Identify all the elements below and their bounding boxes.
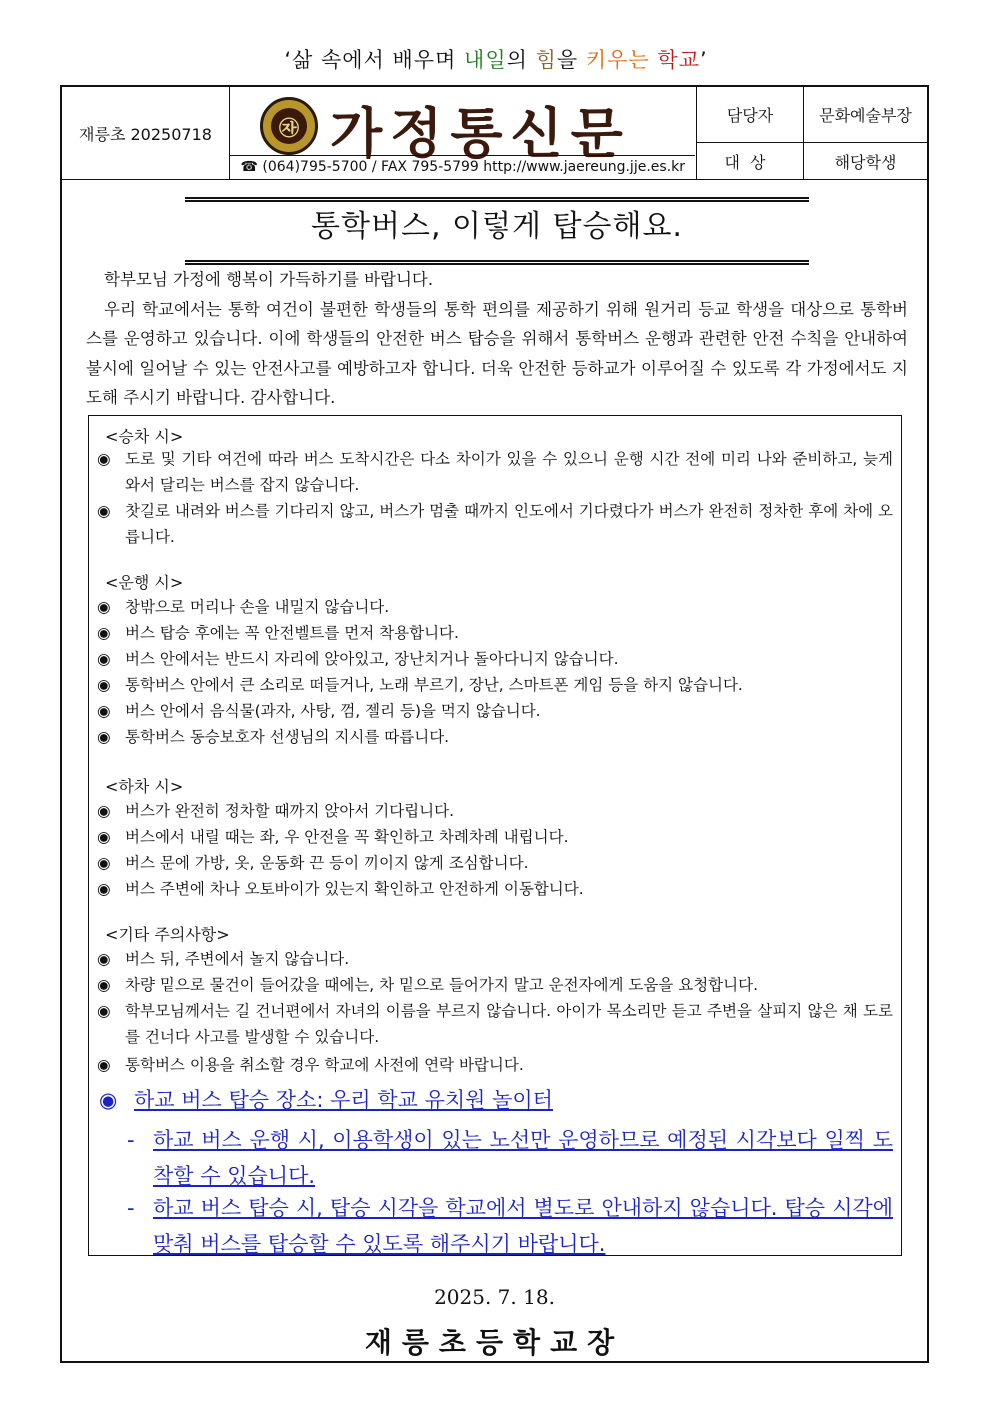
dash-icon: -: [127, 1128, 135, 1152]
section-title-getting-off: <하차 시>: [105, 777, 184, 796]
list-item: ◉ 통학버스 이용을 취소할 경우 학교에 사전에 연락 바랍니다.: [97, 1052, 893, 1078]
intro-greeting: 학부모님 가정에 행복이 가득하기를 바랍니다.: [104, 270, 434, 289]
dash-icon: -: [127, 1196, 135, 1220]
notice-point: - 하교 버스 탑승 시, 탑승 시각을 학교에서 별도로 안내하지 않습니다. 탑승 시각에 맞춰 버스를 탑승할 수 있도록 해주시기 바랍니다.: [127, 1190, 893, 1262]
newsletter-logo: [230, 87, 697, 179]
bullet-icon: ◉: [97, 1056, 111, 1074]
school-slogan: [0, 44, 992, 74]
slogan-part-3: 의: [506, 48, 536, 72]
contact-info: ☎ (064)795-5700 / FAX 795-5799 http://www.jaereung.jje.es.kr: [230, 155, 695, 177]
list-item: ◉ 버스 주변에 차나 오토바이가 있는지 확인하고 안전하게 이동합니다.: [97, 876, 893, 902]
bullet-icon: ◉: [97, 802, 111, 820]
newsletter-title: 가정통신문: [330, 101, 631, 165]
bullet-icon: ◉: [97, 624, 111, 642]
bullet-icon: ◉: [97, 854, 111, 872]
bullet-icon: ◉: [97, 502, 111, 520]
list-item: ◉ 도로 및 기타 여건에 따라 버스 도착시간은 다소 차이가 있을 수 있으니 운행 시간 전에 미리 나와 준비하고, 늦게 와서 달리는 버스를 잡지 않습니다.: [97, 446, 893, 498]
list-item: ◉ 통학버스 동승보호자 선생님의 지시를 따릅니다.: [97, 724, 893, 750]
newsletter-frame: [60, 85, 929, 1363]
intro-text: [86, 265, 908, 413]
principal-signature: 재릉초등학교장: [364, 1326, 625, 1359]
slogan-part-5: 을: [556, 48, 586, 72]
list-item: ◉ 버스 탑승 후에는 꼭 안전벨트를 먼저 착용합니다.: [97, 620, 893, 646]
document-code: 재릉초 20250718: [62, 87, 230, 179]
bullet-icon: ◉: [97, 1002, 111, 1020]
list-item: ◉ 창밖으로 머리나 손을 내밀지 않습니다.: [97, 594, 893, 620]
target-value: 해당학생: [834, 152, 897, 172]
target-label: 대상: [697, 143, 804, 179]
slogan-part-2: 내일: [464, 48, 507, 72]
section-title-other: <기타 주의사항>: [105, 925, 230, 944]
bullet-icon: ◉: [97, 650, 111, 668]
slogan-part-1: 삶 속에서 배우며: [292, 48, 465, 72]
bullet-icon: ◉: [97, 880, 111, 898]
bullet-icon: ◉: [97, 450, 111, 468]
list-item: ◉ 버스 뒤, 주변에서 놀지 않습니다.: [97, 946, 893, 972]
safety-rules-box: [88, 415, 902, 1256]
list-item: ◉ 찻길로 내려와 버스를 기다리지 않고, 버스가 멈출 때까지 인도에서 기다렸다가 버스가 완전히 정차한 후에 차에 오릅니다.: [97, 498, 893, 550]
section-title-boarding: <승차 시>: [105, 427, 184, 446]
intro-body: 우리 학교에서는 통학 여건이 불편한 학생들의 통학 편의를 제공하기 위해 원거리 등교 학생을 대상으로 통학버스를 운영하고 있습니다. 이에 학생들의 안전한 버스 탑승을 위해서 통학버스 운행과 관련한 안전 수칙을 안내하여 불시에 일어날 수 있는 안전사고를 예방하고자 합니다. 더욱 안전한 등하교가 이루어질 수 있도록 각 가정에서도 지도해 주시기 바랍니다. 감사합니다.: [86, 299, 908, 407]
bullet-icon: ◉: [97, 728, 111, 746]
bullet-icon: ◉: [97, 976, 111, 994]
bullet-icon: ◉: [97, 828, 111, 846]
list-item: ◉ 통학버스 안에서 큰 소리로 떠들거나, 노래 부르기, 장난, 스마트폰 게임 등을 하지 않습니다.: [97, 672, 893, 698]
slogan-part-6: 키우는: [585, 48, 650, 72]
slogan-close-quote: ’: [699, 48, 708, 72]
emblem-char: ㉶: [271, 108, 307, 144]
list-item: ◉ 버스 안에서는 반드시 자리에 앉아있고, 장난치거나 돌아다니지 않습니다.: [97, 646, 893, 672]
list-item: ◉ 버스에서 내릴 때는 좌, 우 안전을 꼭 확인하고 차례차례 내립니다.: [97, 824, 893, 850]
bullet-icon: ◉: [97, 676, 111, 694]
section-title-riding: <운행 시>: [105, 573, 184, 592]
notice-heading: 하교 버스 탑승 장소: 우리 학교 유치원 놀이터: [134, 1088, 553, 1112]
list-item: ◉ 차량 밑으로 물건이 들어갔을 때에는, 차 밑으로 들어가지 말고 운전자에게 도움을 요청합니다.: [97, 972, 893, 998]
list-item: ◉ 버스 문에 가방, 옷, 운동화 끈 등이 끼이지 않게 조심합니다.: [97, 850, 893, 876]
notice-bullet-icon: ◉: [99, 1088, 118, 1112]
issue-date: 2025. 7. 18.: [434, 1285, 555, 1309]
slogan-part-4: 힘: [535, 48, 557, 72]
list-item: ◉ 학부모님께서는 길 건너편에서 자녀의 이름을 부르지 않습니다. 아이가 목소리만 듣고 주변을 살피지 않은 채 도로를 건너다 사고를 발생할 수 있습니다.: [97, 998, 893, 1050]
header-table: [62, 87, 927, 180]
notice-point: - 하교 버스 운행 시, 이용학생이 있는 노선만 운영하므로 예정된 시각보다 일찍 도착할 수 있습니다.: [127, 1122, 893, 1194]
bullet-icon: ◉: [97, 598, 111, 616]
bullet-icon: ◉: [97, 950, 111, 968]
school-emblem-icon: [260, 97, 318, 155]
list-item: ◉ 버스가 완전히 정차할 때까지 앉아서 기다립니다.: [97, 798, 893, 824]
bullet-icon: ◉: [97, 702, 111, 720]
pickup-location-notice: [99, 1084, 553, 1114]
manager-label: 담당자: [697, 87, 804, 143]
slogan-part-8: 학교: [657, 48, 700, 72]
list-item: ◉ 버스 안에서 음식물(과자, 사탕, 껌, 젤리 등)을 먹지 않습니다.: [97, 698, 893, 724]
page-title: 통학버스, 이렇게 탑승해요.: [185, 197, 809, 265]
slogan-open-quote: ‘: [284, 48, 293, 72]
manager-value: 문화예술부장: [804, 87, 927, 143]
